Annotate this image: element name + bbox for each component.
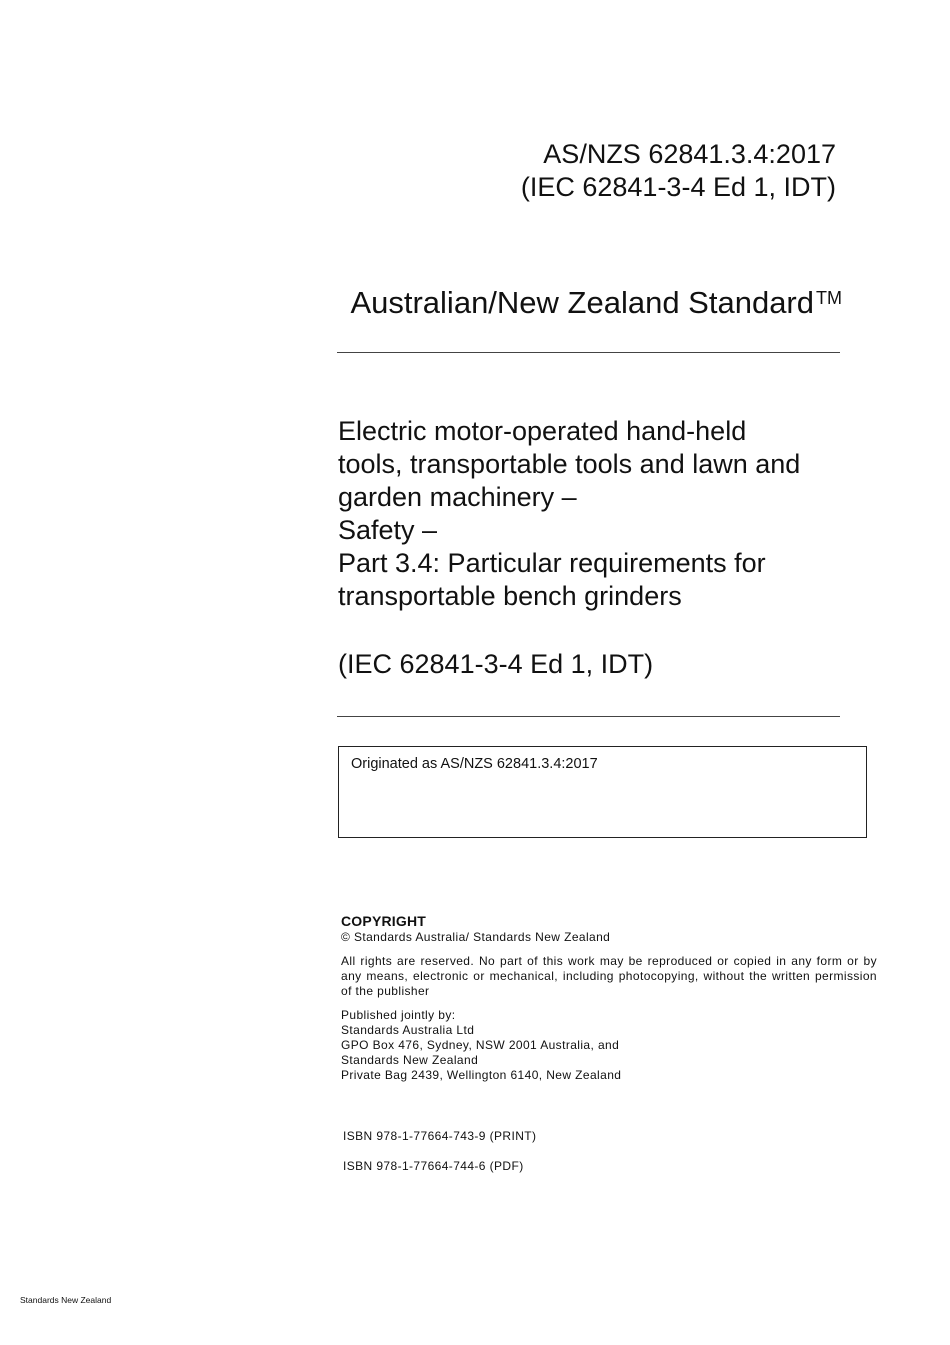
standard-number: AS/NZS 62841.3.4:2017: [543, 139, 836, 169]
document-title-line: transportable bench grinders: [338, 581, 682, 611]
rights-statement: All rights are reserved. No part of this work may be reproduced or copied in any form or by any means, electronic or mechanical, including photocopying, without the written permission of the publisher: [341, 954, 877, 998]
origin-box: [338, 746, 867, 838]
copyright-block: [341, 913, 877, 1083]
publisher-line: Standards New Zealand: [341, 1053, 479, 1067]
standard-title: [350, 280, 842, 321]
copyright-heading: COPYRIGHT: [341, 913, 427, 929]
publisher-line: Private Bag 2439, Wellington 6140, New Zealand: [341, 1068, 622, 1082]
document-title-line: Safety –: [338, 515, 438, 545]
copyright-owner: © Standards Australia/ Standards New Zealand: [341, 930, 611, 944]
isbn-pdf: ISBN 978-1-77664-744-6 (PDF): [343, 1159, 524, 1173]
standard-designation: [521, 138, 836, 204]
bottom-divider: [337, 716, 840, 717]
document-title-line: Part 3.4: Particular requirements for: [338, 548, 766, 578]
document-title-line: tools, transportable tools and lawn and: [338, 449, 801, 479]
publisher-line: GPO Box 476, Sydney, NSW 2001 Australia, and: [341, 1038, 620, 1052]
page-footer: Standards New Zealand: [20, 1295, 112, 1305]
document-title-line: Electric motor-operated hand-held: [338, 416, 747, 446]
document-identity: (IEC 62841-3-4 Ed 1, IDT): [338, 649, 654, 679]
publisher-line: Published jointly by:: [341, 1008, 456, 1022]
document-title-line: garden machinery –: [338, 482, 577, 512]
document-title: [338, 415, 858, 613]
top-divider: [337, 352, 840, 353]
standard-title-text: Australian/New Zealand Standard: [350, 285, 814, 320]
publisher-line: Standards Australia Ltd: [341, 1023, 475, 1037]
isbn-print: ISBN 978-1-77664-743-9 (PRINT): [343, 1129, 537, 1143]
trademark-symbol: TM: [816, 288, 842, 308]
standard-identity: (IEC 62841-3-4 Ed 1, IDT): [520, 172, 836, 202]
origin-text: Originated as AS/NZS 62841.3.4:2017: [351, 756, 598, 772]
